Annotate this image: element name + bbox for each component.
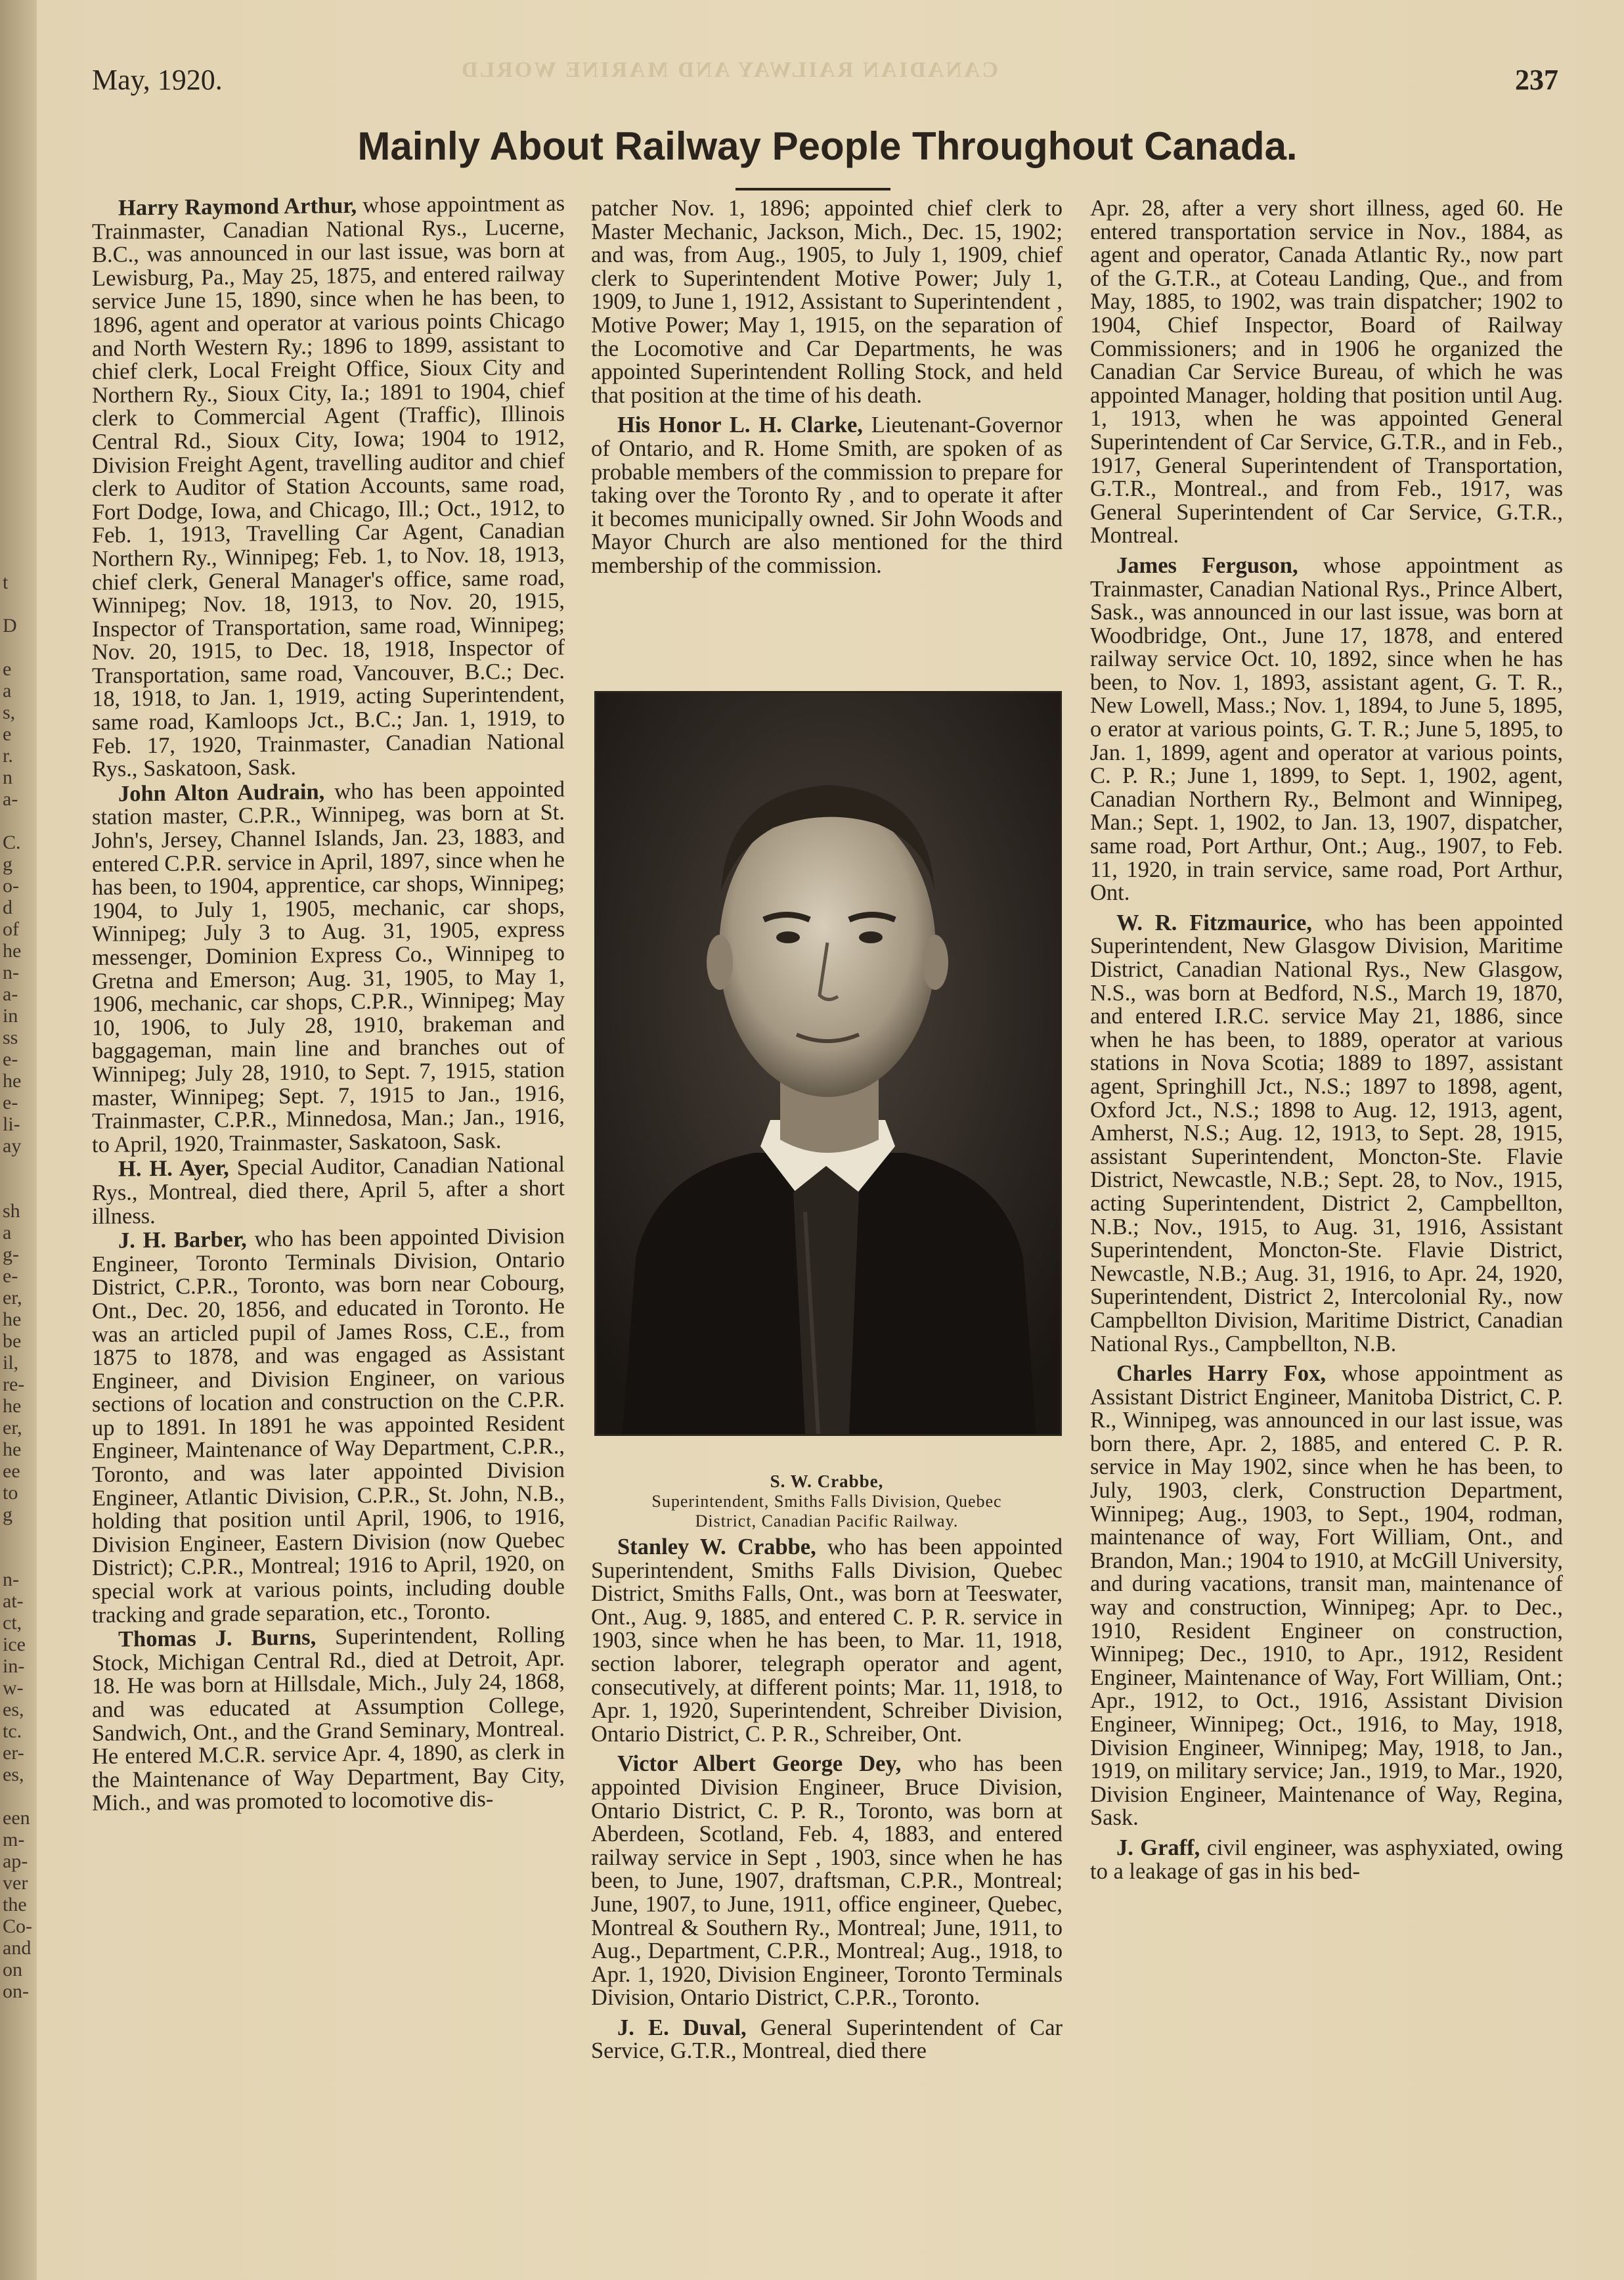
edge-fragment: on — [3, 1959, 22, 1980]
caption-name: S. W. Crabbe, — [770, 1471, 884, 1491]
biography-text: who has been appointed Superintendent, Smiths Falls Division, Quebec District, Smiths Falls, Ont., was born at Teeswater, Ont., Aug. 9, 1885, and entered C. P. R. service in 1903, since when he has been, to Mar. 11, 1918, section laborer, telegraph operator and agent, consecutively, at different points; Mar. 11, 1918, to Apr. 1, 1920, Superintendent, Schreiber Division, Ontario District, C. P. R., Schreiber, Ont. — [591, 1534, 1063, 1747]
edge-fragment: the — [3, 1894, 27, 1915]
person-name: Charles Harry Fox, — [1116, 1361, 1326, 1387]
biography-paragraph — [1090, 1837, 1563, 1883]
person-name: Stanley W. Crabbe, — [617, 1534, 816, 1559]
edge-fragment: sh — [3, 1200, 20, 1222]
edge-fragment: C. — [3, 832, 21, 853]
biography-paragraph — [92, 1153, 565, 1228]
edge-fragment: and — [3, 1937, 32, 1959]
caption-title-line-2: District, Canadian Pacific Railway. — [695, 1511, 959, 1531]
page-number: 237 — [1515, 64, 1558, 96]
edge-fragment: n- — [3, 1569, 19, 1590]
biography-text: Superintendent, Rolling Stock, Michigan Central Rd., died at Detroit, Apr. 18. He was born at Hillsdale, Mich., July 24, 1868, and was educated at Assumption College, Sandwich, Ont., and the Grand Seminary, Montreal. He entered M.C.R. service Apr. 4, 1890, as clerk in the Maintenance of Way Department, Bay City, Mich., and was promoted to locomotive dis- — [92, 1622, 565, 1816]
edge-fragment: es, — [3, 1764, 24, 1785]
portrait-photo — [594, 691, 1062, 1436]
edge-fragment: ss — [3, 1027, 18, 1048]
biography-text: whose appointment as Assistant District Engineer, Manitoba District, C. P. R., Winnipeg, was announced in our last issue, was born there, Apr. 2, 1885, and entered C. P. R. service in May 1902, since when he has been, to July, 1903, clerk, Construction Department, Winnipeg; Aug., 1903, to Sept., 1904, rodman, maintenance of way, Fort William, Ont., and Brandon, Man.; 1904 to 1910, at McGill University, and during vacations, transit man, maintenance of way and construction, Winnipeg; Apr. to Dec., 1910, Resident Engineer on construction, Winnipeg; Dec., 1910, to Apr., 1912, Resident Engineer, Maintenance of Way, Fort William, Ont.; Apr., 1912, to Oct., 1916, Assistant Division Engineer, Winnipeg; Oct., 1916, to May, 1918, Division Engineer, Winnipeg; May, 1918, to Jan., 1919, on military service; Jan., 1919, to Mar., 1920, Division Engineer, Maintenance of Way, Regina, Sask. — [1090, 1361, 1564, 1831]
biography-text: whose appointment as Trainmaster, Canadian National Rys., Lucerne, B.C., was announced in our last issue, was born at Lewisburg, Pa., May 25, 1875, and entered railway service June 15, 1890, since when he has been, to 1896, agent and operator at various points Chicago and North Western Ry.; 1896 to 1899, assistant to chief clerk, Local Freight Office, Sioux City and Northern Ry., Sioux City, Ia.; 1891 to 1904, chief clerk to Commercial Agent (Traffic), Illinois Central Rd., Sioux City, Iowa; 1904 to 1912, Division Freight Agent, travelling auditor and chief clerk to Auditor of Station Accounts, same road, Fort Dodge, Iowa, and Chicago, Ill.; Oct., 1912, to Feb. 1, 1913, Travelling Car Agent, Canadian Northern Ry., Winnipeg; Feb. 1, to Nov. 18, 1913, chief clerk, General Manager's office, same road, Winnipeg; Nov. 18, 1913, to Nov. 20, 1915, Inspector of Transportation, same road, Winnipeg; Nov. 20, 1915, to Dec. 18, 1918, Inspector of Transportation, same road, Vancouver, B.C.; Dec. 18, 1918, to Jan. 1, 1919, acting Superintendent, same road, Kamloops Jct., B.C.; Jan. 1, 1919, to Feb. 17, 1920, Trainmaster, Canadian National Rys., Saskatoon, Sask. — [92, 190, 565, 782]
biography-paragraph — [92, 192, 565, 781]
biography-text: Apr. 28, after a very short illness, aged 60. He entered transportation service in Nov., 1884, as agent and operator, Canada Atlantic Ry., now part of the G.T.R., at Coteau Landing, Que., and from May, 1885, to 1902, was train dispatcher; 1902 to 1904, Chief Inspector, Board of Railway Commissioners; and in 1906 he organized the Canadian Car Service Bureau, of which he was appointed Manager, holding that position until Aug. 1, 1913, when he was appointed General Superintendent of Car Service, G.T.R., and in Feb., 1917, General Superintendent of Transportation, G.T.R., Montreal., and from Feb., 1917, was General Superintendent of Car Service, G.T.R., Montreal. — [1090, 196, 1563, 548]
edge-fragment: er- — [3, 1742, 24, 1764]
biography-paragraph — [92, 1624, 565, 1816]
biography-text: civil engineer, was asphyxiated, owing to a leakage of gas in his bed- — [1090, 1835, 1563, 1884]
biography-text: Special Auditor, Canadian National Rys., Montreal, died there, April 5, after a short illness. — [92, 1151, 565, 1229]
column-1 — [92, 192, 565, 1816]
edge-fragment: ay — [3, 1135, 22, 1157]
edge-fragment: a — [3, 680, 12, 702]
edge-fragment: s, — [3, 702, 16, 723]
edge-fragment: g- — [3, 1243, 19, 1265]
bleed-through-text: CANADIAN RAILWAY AND MARINE WORLD — [460, 58, 999, 82]
edge-fragment: Co- — [3, 1915, 32, 1937]
edge-fragment: n- — [3, 962, 19, 983]
person-name: Thomas J. Burns, — [118, 1624, 317, 1652]
edge-fragment: er, — [3, 1287, 22, 1308]
biography-paragraph — [591, 197, 1063, 407]
edge-fragment — [3, 1547, 34, 1569]
portrait-image — [596, 693, 1060, 1434]
edge-fragment — [3, 593, 34, 615]
edge-fragment: e — [3, 723, 12, 745]
edge-fragment — [3, 810, 34, 832]
edge-fragment: on- — [3, 1980, 29, 2002]
biography-text: General Superintendent of Car Service, G.T.R., Montreal, died there — [591, 2015, 1063, 2064]
edge-fragment: in — [3, 1005, 18, 1027]
caption-title-line-1: Superintendent, Smiths Falls Division, Quebec — [651, 1492, 1002, 1511]
edge-fragment — [3, 637, 34, 658]
edge-fragment: tc. — [3, 1720, 22, 1742]
edge-fragment — [3, 1525, 34, 1547]
edge-fragment: es, — [3, 1699, 24, 1720]
edge-fragment: he — [3, 1439, 22, 1460]
edge-fragment: to — [3, 1482, 18, 1504]
edge-fragment: n — [3, 767, 12, 788]
article-title: Mainly About Railway People Throughout Canada. — [357, 124, 1298, 168]
facing-page-fragments — [3, 571, 34, 2214]
person-name: J. H. Barber, — [118, 1226, 247, 1253]
biography-text: who has been appointed Superintendent, New Glasgow Division, Maritime District, Canadian National Rys., New Glasgow, N.S., was born at Bedford, N.S., March 19, 1870, and entered I.R.C. service May 21, 1886, since when he has been, to 1889, operator at various stations in Nova Scotia; 1889 to 1897, assistant agent, Springhill Jct., N.S.; 1897 to 1898, agent, Oxford Jct., N.S.; 1898 to Aug. 12, 1913, agent, Amherst, N.S.; Aug. 12, 1913, to Sept. 28, 1915, assistant Superintendent, Moncton-Ste. Flavie District, Newcastle, N.B.; Sept. 28, to Nov., 1915, acting Superintendent, District 2, Campbellton, N.B.; Nov., 1915, to Aug. 31, 1916, Assistant Superintendent, Moncton-Ste. Flavie District, Newcastle, N.B.; Aug. 31, 1916, to Apr. 24, 1920, Superintendent, District 2, Intercolonial Ry., now Campbellton Division, Maritime District, Canadian National Rys., Campbellton, N.B. — [1090, 910, 1563, 1356]
edge-fragment — [3, 1157, 34, 1178]
biography-paragraph — [591, 2017, 1063, 2063]
edge-fragment — [3, 1178, 34, 1200]
edge-fragment: he — [3, 940, 22, 962]
edge-fragment: in- — [3, 1655, 25, 1677]
column-3 — [1090, 197, 1563, 1883]
edge-fragment: re- — [3, 1374, 25, 1395]
edge-fragment: he — [3, 1395, 22, 1417]
edge-fragment: of — [3, 918, 19, 940]
edge-fragment: he — [3, 1308, 22, 1330]
title-divider — [735, 188, 890, 190]
photo-caption — [591, 1471, 1063, 1531]
edge-fragment: d — [3, 897, 12, 918]
person-name: Harry Raymond Arthur, — [118, 192, 357, 221]
edge-fragment: a- — [3, 788, 18, 810]
person-name: His Honor L. H. Clarke, — [617, 413, 863, 438]
biography-paragraph — [591, 414, 1063, 577]
biography-text: who has been appointed Division Engineer, Toronto Terminals Division, Ontario District, C.P.R., Toronto, was born near Cobourg, Ont., Dec. 20, 1856, and educated in Toronto. He was an articled pupil of James Ross, C.E., from 1875 to 1878, and was engaged as Assistant Engineer, and Division Engineer, on various sections of location and construction on the C.P.R. up to 1891. In 1891 he was appointed Resident Engineer, Maintenance of Way Department, C.P.R., Toronto, and was later appointed Division Engineer, Atlantic Division, C.P.R., St. John, N.B., holding that position until April, 1906, to 1916, Division Engineer, Eastern Division (now Quebec District); C.P.R., Montreal; 1916 to April, 1920, on special work at various points, including double tracking and grade separation, etc., Toronto. — [92, 1223, 565, 1628]
edge-fragment: li- — [3, 1113, 20, 1135]
edge-fragment: D — [3, 615, 17, 637]
edge-fragment: o- — [3, 875, 19, 897]
edge-fragment: at- — [3, 1590, 24, 1612]
edge-fragment: e- — [3, 1048, 18, 1070]
edge-fragment: a — [3, 1222, 12, 1243]
edge-fragment: m- — [3, 1829, 25, 1850]
issue-date: May, 1920. — [92, 64, 223, 96]
edge-fragment: ver — [3, 1872, 28, 1894]
biography-text: whose appointment as Trainmaster, Canadian National Rys., Prince Albert, Sask., was announced in our last issue, was born at Woodbridge, Ont., June 17, 1878, and entered railway service Oct. 10, 1892, since when he has been, to Nov. 1, 1893, assistant agent, G. T. R., New Lowell, Mass.; Nov. 1, 1894, to June 5, 1895, o erator at various points, G. T. R.; June 5, 1895, to Jan. 1, 1899, agent and operator at various points, C. P. R.; June 1, 1899, to Sept. 1, 1902, agent, Canadian Northern Ry., Belmont and Winnipeg, Man.; Sept. 1, 1902, to Jan. 13, 1907, dispatcher, same road, Port Arthur, Ont.; Aug., 1907, to Feb. 11, 1920, in train service, same road, Port Arthur, Ont. — [1090, 552, 1564, 906]
edge-fragment: g — [3, 853, 12, 875]
person-name: Victor Albert George Dey, — [617, 1751, 902, 1777]
biography-paragraph — [591, 1753, 1063, 2010]
edge-fragment: ct, — [3, 1612, 22, 1634]
person-name: W. R. Fitzmaurice, — [1116, 910, 1312, 935]
column-2-top — [591, 197, 1063, 578]
biography-text: patcher Nov. 1, 1896; appointed chief clerk to Master Mechanic, Jackson, Mich., Dec. 15, 1902; and was, from Aug., 1905, to July 1, 1909, chief clerk to Superintendent Motive Power; July 1, 1909, to June 1, 1912, Assistant to Superintendent , Motive Power; May 1, 1915, on the separation of the Locomotive and Car Departments, he was appointed Superintendent Rolling Stock, and held that position at the time of his death. — [591, 196, 1063, 408]
biography-paragraph — [92, 778, 565, 1157]
biography-paragraph — [1090, 197, 1563, 548]
person-name: J. E. Duval, — [617, 2015, 747, 2040]
column-2-bottom — [591, 1536, 1063, 2063]
biography-paragraph — [591, 1536, 1063, 1746]
edge-fragment: t — [3, 571, 9, 593]
edge-fragment: ap- — [3, 1850, 28, 1872]
biography-paragraph — [1090, 1362, 1563, 1830]
edge-fragment: een — [3, 1807, 30, 1829]
edge-fragment: ee — [3, 1460, 20, 1482]
edge-fragment: e — [3, 658, 12, 680]
person-name: James Ferguson, — [1116, 552, 1298, 578]
edge-fragment: er, — [3, 1417, 22, 1439]
edge-fragment: r. — [3, 745, 13, 767]
biography-paragraph — [1090, 912, 1563, 1356]
edge-fragment: w- — [3, 1677, 24, 1699]
edge-fragment: a- — [3, 983, 18, 1005]
biography-text: Lieutenant-Governor of Ontario, and R. Home Smith, are spoken of as probable members of the commission to prepare for taking over the Toronto Ry , and to operate it after it becomes municipally owned. Sir John Woods and Mayor Church are also mentioned for the third membership of the commission. — [591, 413, 1063, 578]
edge-fragment: be — [3, 1330, 22, 1352]
biography-paragraph — [1090, 554, 1563, 905]
edge-fragment: he — [3, 1070, 22, 1092]
biography-text: who has been appointed Division Engineer, Bruce Division, Ontario District, C. P. R., Toronto, was born at Aberdeen, Scotland, Feb. 4, 1883, and entered railway service in Sept , 1903, since when he has been, to June, 1907, draftsman, C.P.R., Montreal; June, 1907, to June, 1911, office engineer, Quebec, Montreal & Southern Ry., Montreal; June, 1911, to Aug., Department, C.P.R., Montreal; Aug., 1918, to Apr. 1, 1920, Division Engineer, Toronto Terminals Division, Ontario District, C.P.R., Toronto. — [591, 1751, 1063, 2011]
edge-fragment — [3, 1785, 34, 1807]
edge-fragment: e- — [3, 1265, 18, 1287]
edge-fragment: g — [3, 1504, 12, 1525]
person-name: John Alton Audrain, — [118, 779, 325, 807]
edge-fragment: il, — [3, 1352, 19, 1374]
biography-paragraph — [92, 1225, 565, 1628]
biography-text: who has been appointed station master, C.P.R., Winnipeg, was born at St. John's, Jersey, Channel Islands, Jan. 23, 1883, and entered C.P.R. service in April, 1897, since when he has been, to 1904, apprentice, car shops, Winnipeg; 1904, to July 1, 1905, mechanic, car shops, Winnipeg; July 3 to Aug. 31, 1905, express messenger, Dominion Express Co., Winnipeg to Gretna and Emerson; Aug. 31, 1905, to May 1, 1906, mechanic, car shops, C.P.R., Winnipeg; May 10, 1906, to July 28, 1910, brakeman and baggageman, main line and branches out of Winnipeg; July 28, 1910, to Sept. 7, 1915, station master, Winnipeg; Sept. 7, 1915 to Jan., 1916, Trainmaster, C.P.R., Minnedosa, Man.; Jan., 1916, to April, 1920, Trainmaster, Saskatoon, Sask. — [92, 776, 565, 1157]
person-name: J. Graff, — [1116, 1835, 1200, 1860]
edge-fragment: ice — [3, 1634, 26, 1655]
person-name: H. H. Ayer, — [118, 1155, 229, 1182]
edge-fragment: e- — [3, 1092, 18, 1113]
